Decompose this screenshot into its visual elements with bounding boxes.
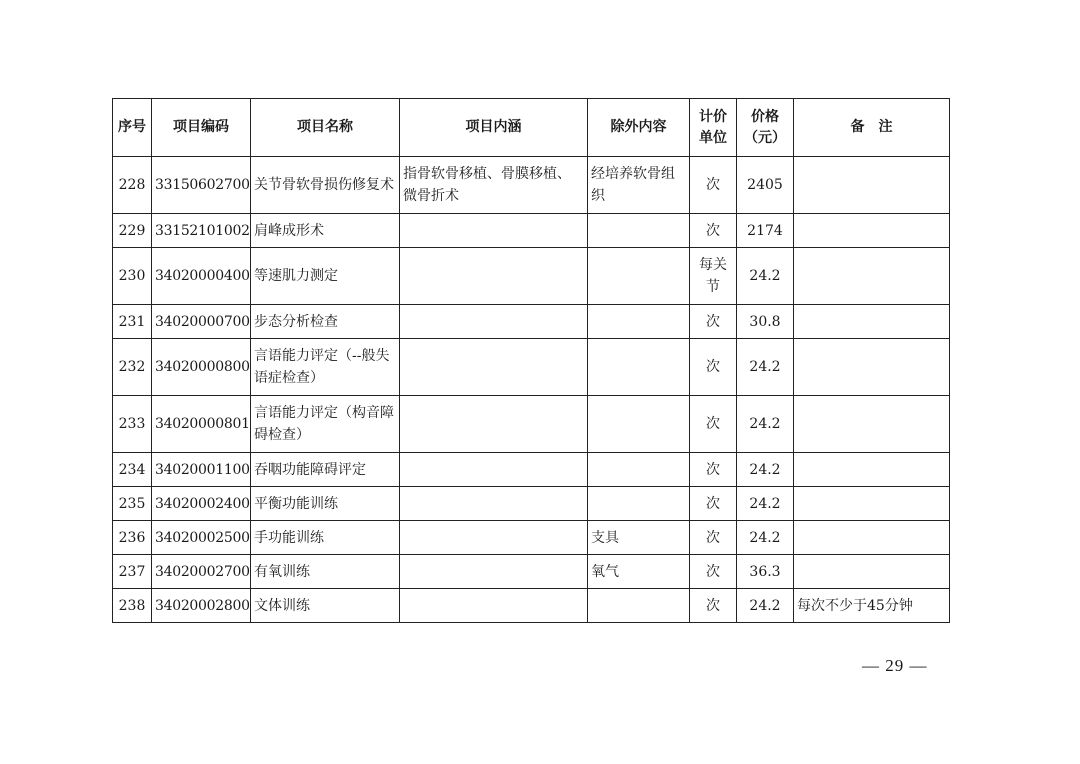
cell-no: 228 <box>113 157 152 214</box>
cell-remark <box>794 487 950 521</box>
cell-name: 吞咽功能障碍评定 <box>251 453 400 487</box>
cell-code: 34020000801 <box>152 396 251 453</box>
table-row <box>113 487 950 521</box>
table-header-row <box>113 99 950 157</box>
cell-no: 234 <box>113 453 152 487</box>
table-row <box>113 339 950 396</box>
cell-code: 34020000800 <box>152 339 251 396</box>
cell-code: 34020001100 <box>152 453 251 487</box>
cell-code: 34020002400 <box>152 487 251 521</box>
header-unit: 计价单位 <box>690 99 737 157</box>
cell-remark <box>794 305 950 339</box>
table-row <box>113 157 950 214</box>
cell-price: 30.8 <box>737 305 794 339</box>
cell-price: 24.2 <box>737 248 794 305</box>
cell-excluded <box>588 396 690 453</box>
cell-content <box>400 521 588 555</box>
cell-code: 34020000700 <box>152 305 251 339</box>
cell-content <box>400 248 588 305</box>
cell-no: 233 <box>113 396 152 453</box>
cell-name: 等速肌力测定 <box>251 248 400 305</box>
cell-excluded <box>588 339 690 396</box>
cell-code: 34020002800 <box>152 589 251 623</box>
cell-excluded <box>588 453 690 487</box>
cell-remark <box>794 396 950 453</box>
table-row <box>113 589 950 623</box>
cell-remark <box>794 521 950 555</box>
cell-name: 有氧训练 <box>251 555 400 589</box>
cell-excluded <box>588 487 690 521</box>
cell-content <box>400 339 588 396</box>
cell-content <box>400 214 588 248</box>
header-remark: 备 注 <box>794 99 950 157</box>
cell-name: 言语能力评定（--般失语症检查） <box>251 339 400 396</box>
cell-remark <box>794 555 950 589</box>
table-row <box>113 214 950 248</box>
header-no: 序号 <box>113 99 152 157</box>
cell-code: 33152101002 <box>152 214 251 248</box>
cell-remark <box>794 453 950 487</box>
cell-excluded <box>588 214 690 248</box>
cell-code: 34020002700 <box>152 555 251 589</box>
cell-content: 指骨软骨移植、骨膜移植、微骨折术 <box>400 157 588 214</box>
cell-name: 手功能训练 <box>251 521 400 555</box>
cell-content <box>400 453 588 487</box>
table-row <box>113 305 950 339</box>
table-row <box>113 521 950 555</box>
header-content: 项目内涵 <box>400 99 588 157</box>
header-price: 价格（元） <box>737 99 794 157</box>
cell-unit: 次 <box>690 487 737 521</box>
cell-price: 24.2 <box>737 521 794 555</box>
cell-price: 2405 <box>737 157 794 214</box>
cell-excluded <box>588 248 690 305</box>
cell-unit: 次 <box>690 453 737 487</box>
table-row <box>113 248 950 305</box>
cell-no: 236 <box>113 521 152 555</box>
cell-price: 24.2 <box>737 453 794 487</box>
cell-price: 24.2 <box>737 339 794 396</box>
cell-content <box>400 305 588 339</box>
table-row <box>113 453 950 487</box>
cell-unit: 次 <box>690 396 737 453</box>
cell-excluded <box>588 589 690 623</box>
cell-excluded: 支具 <box>588 521 690 555</box>
cell-remark <box>794 339 950 396</box>
cell-unit: 次 <box>690 214 737 248</box>
cell-no: 230 <box>113 248 152 305</box>
price-table <box>112 98 950 623</box>
header-excluded: 除外内容 <box>588 99 690 157</box>
cell-no: 232 <box>113 339 152 396</box>
cell-no: 235 <box>113 487 152 521</box>
cell-name: 言语能力评定（构音障碍检查） <box>251 396 400 453</box>
cell-code: 34020000400 <box>152 248 251 305</box>
cell-name: 步态分析检查 <box>251 305 400 339</box>
cell-unit: 次 <box>690 555 737 589</box>
cell-content <box>400 555 588 589</box>
cell-price: 36.3 <box>737 555 794 589</box>
cell-unit: 次 <box>690 521 737 555</box>
cell-price: 24.2 <box>737 487 794 521</box>
cell-code: 34020002500 <box>152 521 251 555</box>
header-code: 项目编码 <box>152 99 251 157</box>
cell-unit: 每关节 <box>690 248 737 305</box>
cell-code: 33150602700 <box>152 157 251 214</box>
cell-price: 24.2 <box>737 589 794 623</box>
table-row <box>113 555 950 589</box>
cell-price: 2174 <box>737 214 794 248</box>
cell-content <box>400 589 588 623</box>
cell-name: 平衡功能训练 <box>251 487 400 521</box>
header-name: 项目名称 <box>251 99 400 157</box>
cell-price: 24.2 <box>737 396 794 453</box>
cell-no: 238 <box>113 589 152 623</box>
cell-name: 关节骨软骨损伤修复术 <box>251 157 400 214</box>
cell-remark: 每次不少于45分钟 <box>794 589 950 623</box>
cell-no: 237 <box>113 555 152 589</box>
cell-excluded <box>588 305 690 339</box>
cell-remark <box>794 157 950 214</box>
cell-remark <box>794 214 950 248</box>
cell-excluded: 经培养软骨组织 <box>588 157 690 214</box>
cell-name: 文体训练 <box>251 589 400 623</box>
cell-no: 229 <box>113 214 152 248</box>
cell-name: 肩峰成形术 <box>251 214 400 248</box>
page-number: — 29 — <box>862 656 928 675</box>
cell-excluded: 氧气 <box>588 555 690 589</box>
cell-unit: 次 <box>690 157 737 214</box>
cell-unit: 次 <box>690 339 737 396</box>
cell-unit: 次 <box>690 589 737 623</box>
cell-no: 231 <box>113 305 152 339</box>
table-row <box>113 396 950 453</box>
cell-content <box>400 487 588 521</box>
cell-remark <box>794 248 950 305</box>
cell-unit: 次 <box>690 305 737 339</box>
cell-content <box>400 396 588 453</box>
